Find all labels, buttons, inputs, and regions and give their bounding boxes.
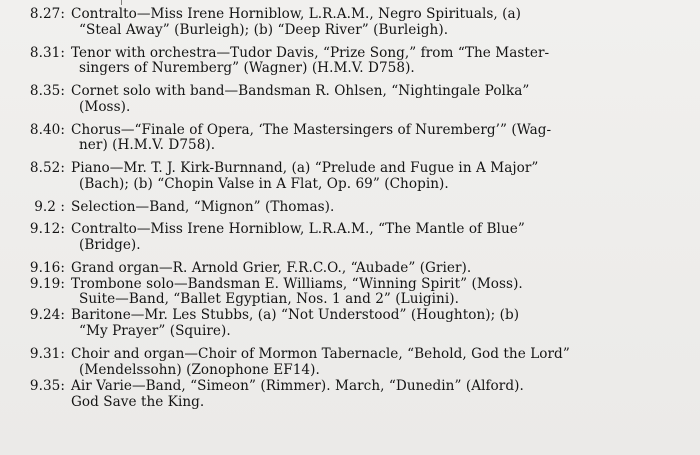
radio-programme-list	[10, 7, 694, 410]
entry-time: 8.40:	[29, 121, 65, 138]
entry-line: Suite—Band, “Ballet Egyptian, Nos. 1 and 2” (Luigini).	[79, 291, 459, 308]
entry-line: Piano—Mr. T. J. Kirk-Burnnand, (a) “Prelude and Fugue in A Major”	[71, 160, 539, 176]
entry-line: Trombone solo—Bandsman E. Williams, “Winning Spirit” (Moss).	[71, 275, 523, 292]
entry-line: Contralto—Miss Irene Horniblow, L.R.A.M., Negro Spirituals, (a)	[71, 6, 522, 22]
programme-entry	[10, 46, 694, 62]
programme-entry-continuation	[10, 100, 694, 116]
entry-line: (Mendelssohn) (Zonophone EF14).	[79, 361, 320, 378]
entry-time: 9.12:	[29, 221, 65, 238]
programme-entry-continuation	[10, 23, 694, 39]
entry-time: 8.35:	[29, 83, 65, 99]
entry-line: God Save the King.	[71, 393, 205, 410]
programme-entry-continuation	[10, 177, 694, 193]
entry-line: Baritone—Mr. Les Stubbs, (a) “Not Understood” (Houghton); (b)	[71, 307, 520, 324]
programme-entry-continuation	[10, 138, 694, 154]
programme-entry	[10, 222, 694, 238]
programme-entry	[10, 379, 694, 395]
programme-entry-continuation	[10, 61, 694, 77]
programme-entry	[10, 84, 694, 100]
entry-time: 9.16:	[29, 259, 65, 276]
entry-line: Tenor with orchestra—Tudor Davis, “Prize Song,” from “The Master-	[71, 44, 550, 61]
programme-entry	[10, 200, 694, 216]
entry-line: Contralto—Miss Irene Horniblow, L.R.A.M., “The Mantle of Blue”	[71, 221, 525, 238]
entry-time: 8.27:	[29, 6, 65, 22]
programme-entry	[10, 347, 694, 363]
programme-entry	[10, 161, 694, 177]
programme-entry	[10, 277, 694, 293]
entry-line: Choir and organ—Choir of Mormon Tabernacle, “Behold, God the Lord”	[71, 345, 570, 362]
programme-entry-continuation	[10, 238, 694, 254]
entry-line: Air Varie—Band, “Simeon” (Rimmer). March, “Dunedin” (Alford).	[71, 377, 524, 394]
entry-time: 8.31:	[29, 44, 65, 61]
entry-line: Selection—Band, “Mignon” (Thomas).	[71, 198, 335, 215]
programme-entry-continuation	[10, 324, 694, 340]
print-mark	[121, 0, 122, 5]
entry-line: “My Prayer” (Squire).	[79, 323, 231, 340]
entry-line: (Bridge).	[79, 237, 141, 253]
programme-entry	[10, 261, 694, 277]
entry-line: singers of Nuremberg” (Wagner) (H.M.V. D758).	[79, 60, 415, 77]
entry-line: (Bach); (b) “Chopin Valse in A Flat, Op. 69” (Chopin).	[79, 175, 449, 192]
entry-time: 9.35:	[29, 377, 65, 394]
programme-entry	[10, 308, 694, 324]
entry-time: 9.31:	[29, 345, 65, 362]
entry-time: 8.52:	[29, 160, 65, 176]
programme-entry-continuation	[10, 292, 694, 308]
programme-entry-continuation	[10, 395, 694, 411]
entry-line: (Moss).	[79, 98, 131, 115]
entry-line: Grand organ—R. Arnold Grier, F.R.C.O., “Aubade” (Grier).	[71, 259, 472, 276]
programme-entry	[10, 123, 694, 139]
programme-entry	[10, 7, 694, 23]
entry-line: ner) (H.M.V. D758).	[79, 137, 216, 154]
programme-entry-continuation	[10, 363, 694, 379]
entry-line: Chorus—“Finale of Opera, ‘The Mastersingers of Nuremberg’” (Wag-	[71, 121, 552, 138]
entry-time: 9.2 :	[34, 198, 65, 215]
entry-time: 9.24:	[29, 307, 65, 324]
entry-time: 9.19:	[29, 275, 65, 292]
entry-line: “Steal Away” (Burleigh); (b) “Deep River” (Burleigh).	[79, 21, 449, 38]
entry-line: Cornet solo with band—Bandsman R. Ohlsen, “Nightingale Polka”	[71, 83, 530, 99]
